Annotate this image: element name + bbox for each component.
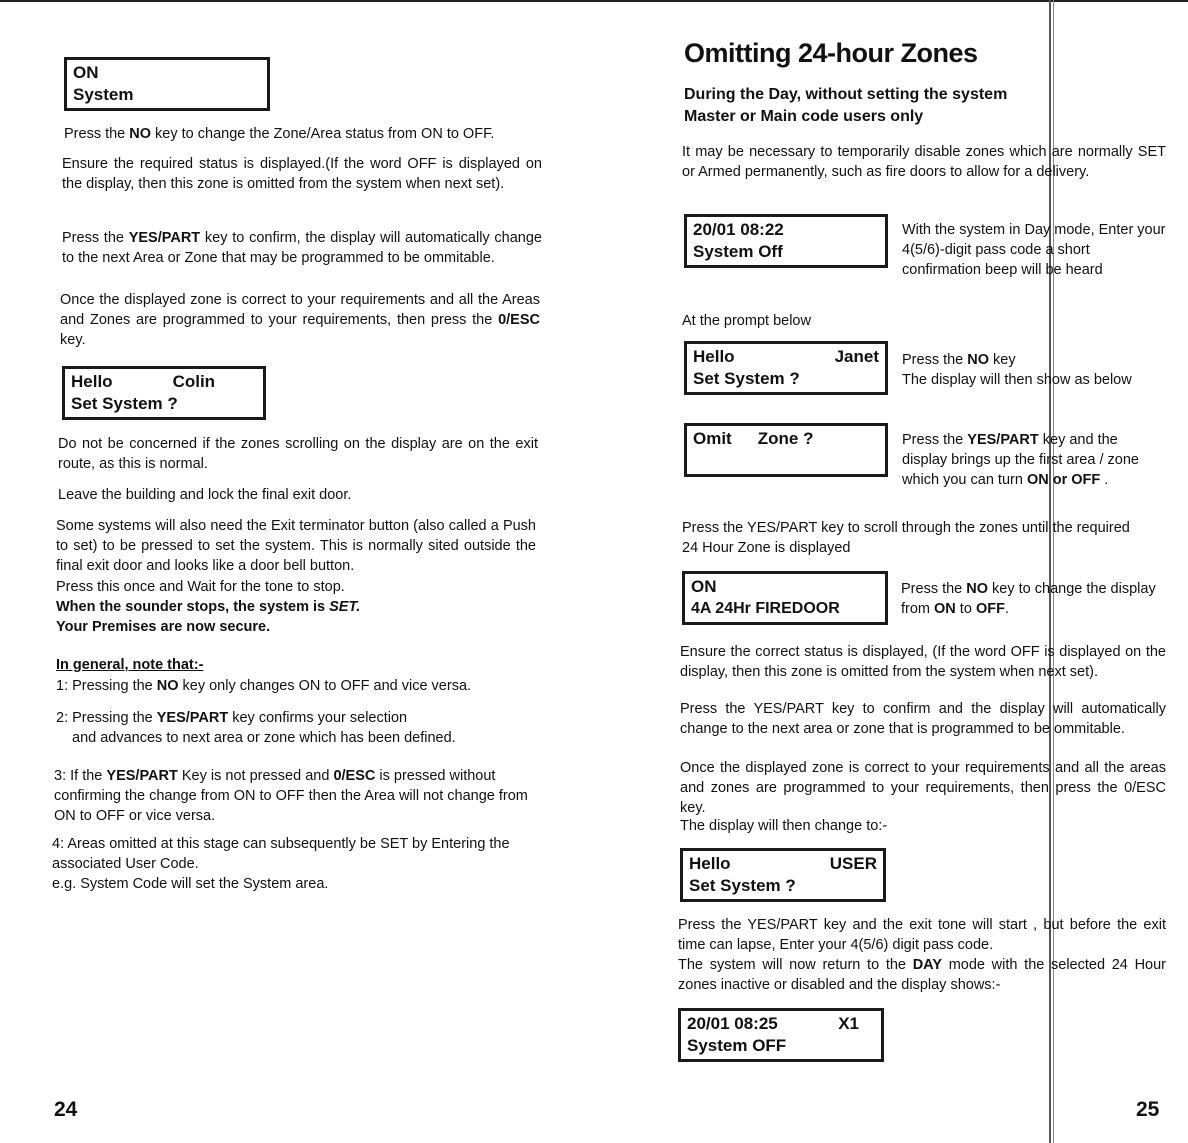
text-exit-tone: Press the YES/PART key and the exit tone will start , but before the exit time can lapse, Enter your 4(5/6) digit pass code. <box>678 917 1166 953</box>
text-system-set: When the sounder stops, the system is SET. <box>56 599 361 615</box>
lcd-line1-right: Janet <box>834 347 879 366</box>
note-1: 1: Pressing the NO key only changes ON to OFF and vice versa. <box>56 678 472 694</box>
text-confirm-yes-part: Press the YES/PART key to confirm and the display will automatically change to the next area or zone that is programmed to be ommitable. <box>680 701 1166 737</box>
lcd-line1-left: Hello <box>689 854 731 873</box>
text-premises-secure: Your Premises are now secure. <box>56 619 271 635</box>
intro-paragraph: It may be necessary to temporarily disable zones which are normally SET or Armed permanently, such as fire doors to allow for a delivery. <box>682 144 1166 180</box>
lcd-display-hello-colin <box>62 366 266 420</box>
text-press-once: Press this once and Wait for the tone to stop. <box>56 579 345 595</box>
side-note-change-display: Press the NO key to change the display from ON to OFF. <box>901 581 1156 617</box>
lcd-line1: ON <box>73 63 99 82</box>
text-scroll-zones: Press the YES/PART key to scroll through the zones until the required 24 Hour Zone is displayed <box>682 520 1130 556</box>
lcd-line2: Set System ? <box>693 369 800 388</box>
lcd-line2: Set System ? <box>71 394 178 413</box>
lcd-display-on-system <box>64 57 270 111</box>
note-4: 4: Areas omitted at this stage can subsequently be SET by Entering the associated User Code. e.g. System Code will set the System area. <box>52 836 510 892</box>
instruction-press-no: Press the NO key to change the Zone/Area status from ON to OFF. <box>64 126 495 142</box>
heading-in-general: In general, note that:- <box>56 657 204 673</box>
note-3: 3: If the YES/PART Key is not pressed and 0/ESC is pressed without confirming the change from ON to OFF then the Area will not change from ON to OFF or vice versa. <box>54 768 528 824</box>
lcd-line2: Set System ? <box>689 876 796 895</box>
lcd-display-omit-zone <box>684 423 888 477</box>
lcd-line1-right: X1 <box>838 1014 859 1033</box>
lcd-line1-left: Hello <box>693 347 735 366</box>
page-title: Omitting 24-hour Zones <box>684 38 978 68</box>
text-at-prompt: At the prompt below <box>682 313 811 329</box>
lcd-line2: System OFF <box>687 1036 787 1055</box>
lcd-line1-left: 20/01 08:25 <box>687 1014 778 1033</box>
lcd-display-final <box>678 1008 884 1062</box>
lcd-display-hello-user <box>680 848 886 902</box>
text-ensure-status: Ensure the correct status is displayed, (If the word OFF is displayed on the display, then this zone is omitted from the system when next set). <box>680 644 1166 680</box>
lcd-line1-right: Colin <box>172 372 216 391</box>
text-once-correct: Once the displayed zone is correct to your requirements and all the areas and zones are programmed to your requirements, then press the 0/ESC key. <box>680 760 1166 816</box>
side-note-enter-code: With the system in Day mode, Enter your 4(5/6)-digit pass code a short confirmation beep will be heard <box>902 222 1166 278</box>
lcd-line1: 20/01 08:22 <box>693 220 784 239</box>
instruction-press-esc: Once the displayed zone is correct to your requirements and all the Areas and Zones are programmed to your requirements, then press the 0/ESC key. <box>60 292 540 348</box>
right-page <box>594 0 1188 1143</box>
lcd-line2: System Off <box>693 242 783 261</box>
text-exit-terminator: Some systems will also need the Exit terminator button (also called a Push to set) to be pressed to set the system. This is normally sited outside the final exit door and looks like a door bell button. <box>56 518 536 574</box>
lcd-display-hello-janet <box>684 341 888 395</box>
page-subtitle: During the Day, without setting the system Master or Main code users only <box>684 86 1008 125</box>
lcd-line2: System <box>73 85 134 104</box>
instruction-press-yes-part: Press the YES/PART key to confirm, the display will automatically change to the next Area or Zone that may be programmed to be ommitable. <box>62 230 542 266</box>
note-2: 2: Pressing the YES/PART key confirms your selection and advances to next area or zone which has been defined. <box>56 710 456 746</box>
lcd-display-firedoor <box>682 571 888 625</box>
page-number-right: 25 <box>1136 1098 1160 1121</box>
lcd-line1: ON <box>691 577 717 596</box>
side-note-yes-part: Press the YES/PART key and the display brings up the first area / zone which you can turn ON or OFF . <box>902 432 1139 488</box>
side-note-press-no: Press the NO key The display will then show as below <box>902 352 1132 388</box>
lcd-display-system-off <box>684 214 888 268</box>
lcd-line1-left: Hello <box>71 372 113 391</box>
text-leave-building: Leave the building and lock the final exit door. <box>58 487 352 503</box>
page-number-left: 24 <box>54 1098 78 1121</box>
lcd-line1-right: USER <box>829 854 877 873</box>
lcd-line1-left: Omit <box>693 429 732 448</box>
text-display-change: The display will then change to:- <box>680 818 888 834</box>
text-return-day-mode: The system will now return to the DAY mode with the selected 24 Hour zones inactive or disabled and the display shows:- <box>678 957 1166 993</box>
lcd-line1-right: Zone ? <box>757 429 814 448</box>
lcd-line2: 4A 24Hr FIREDOOR <box>691 600 840 617</box>
text-zones-scrolling: Do not be concerned if the zones scrolling on the display are on the exit route, as this is normal. <box>58 436 538 472</box>
instruction-ensure-status: Ensure the required status is displayed.(If the word OFF is displayed on the display, then this zone is omitted from the system when next set). <box>62 156 542 192</box>
